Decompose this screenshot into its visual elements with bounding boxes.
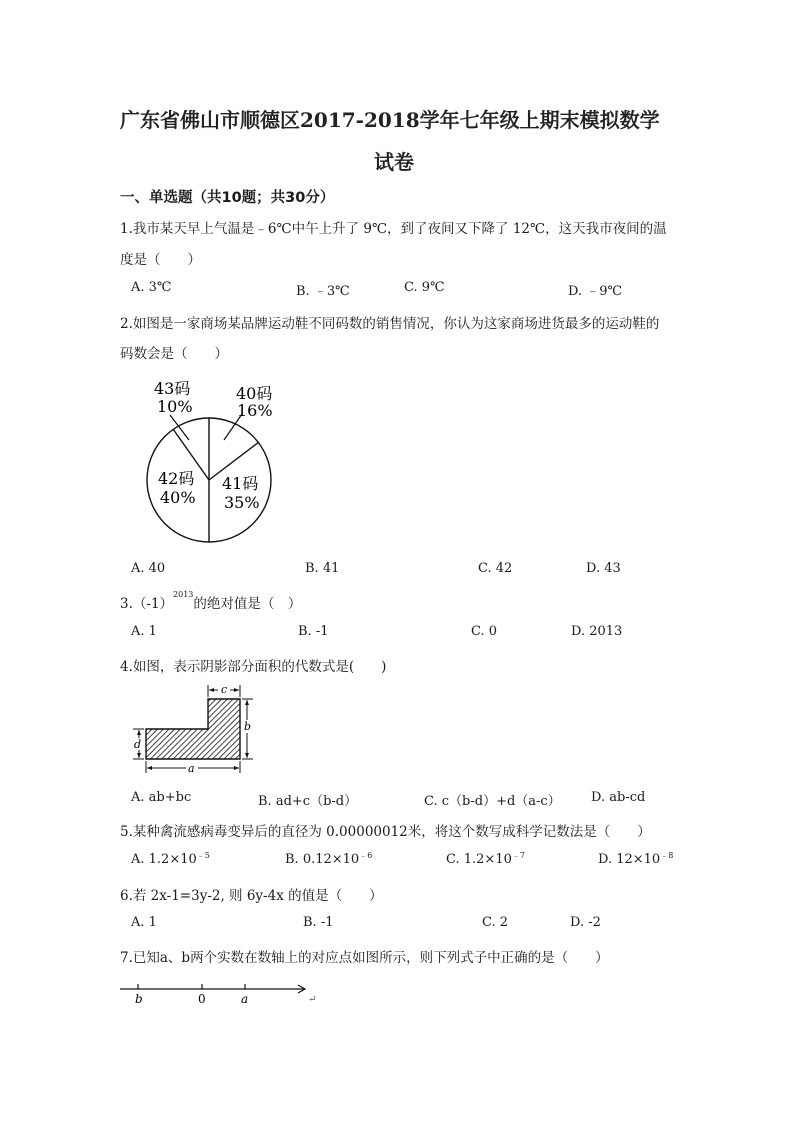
question-1-option-a: A. 3℃ bbox=[131, 280, 172, 295]
pie-label-42-name: 42码 bbox=[158, 469, 195, 488]
question-5-option-b bbox=[285, 852, 372, 867]
dim-b-arrowhead-top bbox=[245, 700, 249, 705]
dim-a-label: a bbox=[188, 762, 195, 775]
question-3-exponent: 2013 bbox=[173, 590, 194, 599]
page-title-line2: 试卷 bbox=[374, 150, 414, 174]
question-3-option-d: D. 2013 bbox=[571, 624, 623, 639]
question-2-option-d: D. 43 bbox=[586, 561, 621, 576]
question-4-option-d: D. ab-cd bbox=[591, 790, 646, 805]
question-5-option-b-exp: ﹣6 bbox=[359, 851, 373, 860]
question-6-option-c: C. 2 bbox=[482, 915, 509, 930]
question-6-option-a: A. 1 bbox=[131, 915, 157, 930]
pie-chart-figure bbox=[140, 370, 280, 550]
question-6-option-b: B. -1 bbox=[303, 915, 334, 930]
question-5-text: 5.某种禽流感病毒变异后的直径为 0.00000012米，将这个数写成科学记数法是（ ） bbox=[120, 824, 651, 840]
shaded-area-figure bbox=[125, 682, 265, 782]
pie-label-43-name: 43码 bbox=[154, 379, 191, 398]
pie-label-41-name: 41码 bbox=[222, 474, 259, 493]
question-3-option-b: B. -1 bbox=[298, 624, 329, 639]
question-6-text: 6.若 2x-1=3y-2, 则 6y-4x 的值是（ ） bbox=[120, 888, 383, 904]
page-title-line1: 广东省佛山市顺德区2017-2018学年七年级上期末模拟数学 bbox=[120, 108, 660, 132]
question-5-option-a-exp: ﹣5 bbox=[196, 851, 210, 860]
question-3-prefix: 3.（-1） bbox=[120, 596, 174, 612]
shaded-l-shape bbox=[146, 699, 240, 759]
question-3-text bbox=[120, 592, 301, 612]
question-5-option-b-base: B. 0.12×10 bbox=[285, 852, 360, 867]
dim-d-arrowhead-top bbox=[137, 730, 141, 735]
question-1-text-line2: 度是（ ） bbox=[120, 252, 201, 268]
question-2-text-line2: 码数会是（ ） bbox=[120, 346, 228, 362]
question-5-option-a bbox=[131, 852, 210, 867]
tick-label-b: b bbox=[135, 992, 143, 1006]
number-line-figure bbox=[118, 980, 328, 1010]
dim-b-arrowhead-bottom bbox=[245, 753, 249, 758]
question-5-option-d-base: D. 12×10 bbox=[598, 852, 661, 867]
question-4-option-a: A. ab+bc bbox=[131, 790, 192, 805]
pie-label-41-pct: 35% bbox=[224, 493, 260, 512]
question-1-option-d: D. ﹣9℃ bbox=[568, 284, 623, 299]
section-heading: 一、单选题（共10题；共30分） bbox=[120, 190, 335, 206]
pie-label-42-pct: 40% bbox=[160, 488, 196, 507]
dim-b-label: b bbox=[244, 720, 252, 733]
pie-label-43-pct: 10% bbox=[157, 397, 193, 416]
dim-d-arrowhead-bottom bbox=[137, 753, 141, 758]
question-3-suffix: 的绝对值是（ ） bbox=[193, 596, 302, 612]
dim-c-label: c bbox=[221, 683, 228, 696]
question-5-option-c bbox=[446, 852, 525, 867]
dim-a-arrowhead-left bbox=[147, 766, 152, 770]
dim-d-label: d bbox=[134, 738, 142, 751]
tick-label-a: a bbox=[241, 992, 249, 1006]
question-5-option-d bbox=[598, 852, 673, 867]
question-3-option-c: C. 0 bbox=[471, 624, 498, 639]
question-1-option-c: C. 9℃ bbox=[404, 280, 445, 295]
question-4-option-b: B. ad+c（b-d） bbox=[258, 794, 358, 809]
paragraph-mark: ↵ bbox=[308, 994, 317, 1005]
dim-a-arrowhead-right bbox=[234, 766, 239, 770]
question-2-option-a: A. 40 bbox=[131, 561, 166, 576]
question-4-text: 4.如图，表示阴影部分面积的代数式是( ) bbox=[120, 659, 387, 675]
dim-c-arrowhead-left bbox=[209, 688, 214, 692]
dim-c-arrowhead-right bbox=[234, 688, 239, 692]
pie-leader-43 bbox=[170, 415, 189, 440]
question-2-option-b: B. 41 bbox=[305, 561, 340, 576]
question-2-text-line1: 2.如图是一家商场某品牌运动鞋不同码数的销售情况，你认为这家商场进货最多的运动鞋的 bbox=[120, 316, 660, 332]
question-5-option-a-base: A. 1.2×10 bbox=[131, 852, 197, 867]
question-1-text-line1: 1.我市某天早上气温是﹣6℃中午上升了 9℃，到了夜间又下降了 12℃，这天我市夜间的温 bbox=[120, 221, 667, 237]
tick-label-zero: 0 bbox=[198, 992, 206, 1006]
question-3-option-a: A. 1 bbox=[131, 624, 157, 639]
pie-label-40-name: 40码 bbox=[236, 384, 273, 403]
question-7-text: 7.已知a、b两个实数在数轴上的对应点如图所示，则下列式子中正确的是（ ） bbox=[120, 950, 609, 966]
pie-label-40-pct: 16% bbox=[237, 401, 273, 420]
question-5-option-c-exp: ﹣7 bbox=[511, 851, 525, 860]
question-4-option-c: C. c（b-d）+d（a-c） bbox=[424, 794, 561, 809]
question-5-option-d-exp: ﹣8 bbox=[660, 851, 674, 860]
question-2-option-c: C. 42 bbox=[478, 561, 513, 576]
question-5-option-c-base: C. 1.2×10 bbox=[446, 852, 512, 867]
question-1-option-b: B. ﹣3℃ bbox=[296, 284, 350, 299]
question-6-option-d: D. -2 bbox=[570, 915, 601, 930]
